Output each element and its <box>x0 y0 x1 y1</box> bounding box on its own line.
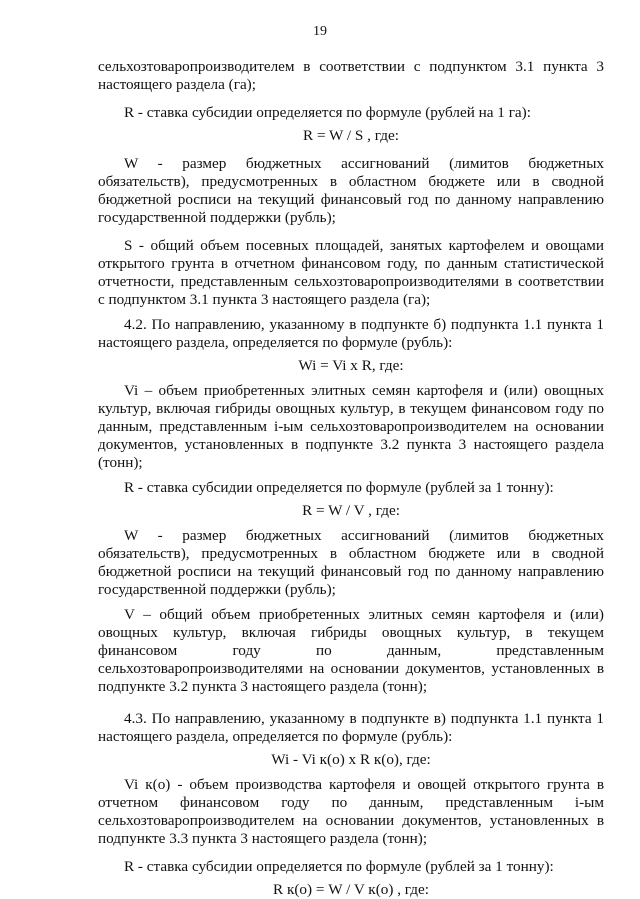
paragraph-w-definition-2: W - размер бюджетных ассигнований (лимитов бюджетных обязательств), предусмотренных в областном бюджете или в сводной бюджетной росписи на текущий финансовый год по данному направлению государственной поддержки (рубль); <box>98 527 604 598</box>
paragraph-section-4-3: 4.3. По направлению, указанному в подпункте в) подпункта 1.1 пункта 1 настоящего раздела, определяется по формуле (рубль): <box>98 710 604 745</box>
page-number: 19 <box>313 24 327 39</box>
paragraph-w-definition: W - размер бюджетных ассигнований (лимитов бюджетных обязательств), предусмотренных в областном бюджете или в сводной бюджетной росписи на текущий финансовый год по данному направлению государственной поддержки (рубль); <box>98 155 604 226</box>
paragraph-rate-definition-tonne-2: R - ставка субсидии определяется по формуле (рублей за 1 тонну): <box>124 858 554 875</box>
paragraph-v-definition: V – общий объем приобретенных элитных семян картофеля и (или) овощных культур, включая гибриды овощных культур, в текущем финансовом году по данным, представленным сельхозтоваропроизводителями на основании документов, установленных в подпункте 3.2 пункта 3 настоящего раздела (тонн); <box>98 606 604 695</box>
document-body <box>98 58 604 899</box>
formula-r-wv: R = W / V , где: <box>302 502 400 519</box>
paragraph-section-4-2: 4.2. По направлению, указанному в подпункте б) подпункта 1.1 пункта 1 настоящего раздела, определяется по формуле (рубль): <box>98 316 604 351</box>
formula-rko-w-vko: R к(о) = W / V к(о) , где: <box>273 881 429 898</box>
paragraph-rate-definition-tonne: R - ставка субсидии определяется по формуле (рублей за 1 тонну): <box>124 479 554 496</box>
formula-wi-vi-r: Wi = Vi x R, где: <box>298 357 404 374</box>
formula-wi-vko-rko: Wi - Vi к(о) x R к(о), где: <box>271 751 431 768</box>
paragraph-vi-definition: Vi – объем приобретенных элитных семян картофеля и (или) овощных культур, включая гибриды овощных культур, в текущем финансовом году по данным, представленным i-ым сельхозтоваропроизводителем на основании документов, установленных в подпункте 3.2 пункта 3 настоящего раздела (тонн); <box>98 382 604 471</box>
paragraph-s-definition: S - общий объем посевных площадей, занятых картофелем и овощами открытого грунта в отчетном финансовом году, по данным статистической отчетности, представленным сельхозтоваропроизводителями в соответствии с подпунктом 3.1 пункта 3 настоящего раздела (га); <box>98 237 604 308</box>
paragraph-vko-definition: Vi к(о) - объем производства картофеля и овощей открытого грунта в отчетном финансовом году по данным, представленным i-ым сельхозтоваропроизводителем на основании документов, установленных в подпункте 3.3 пункта 3 настоящего раздела (тонн); <box>98 776 604 847</box>
paragraph-rate-definition: R - ставка субсидии определяется по формуле (рублей на 1 га): <box>124 104 531 121</box>
formula-r-ws: R = W / S , где: <box>303 127 399 144</box>
paragraph-continuation: сельхозтоваропроизводителем в соответствии с подпунктом 3.1 пункта 3 настоящего раздела (га); <box>98 58 604 93</box>
